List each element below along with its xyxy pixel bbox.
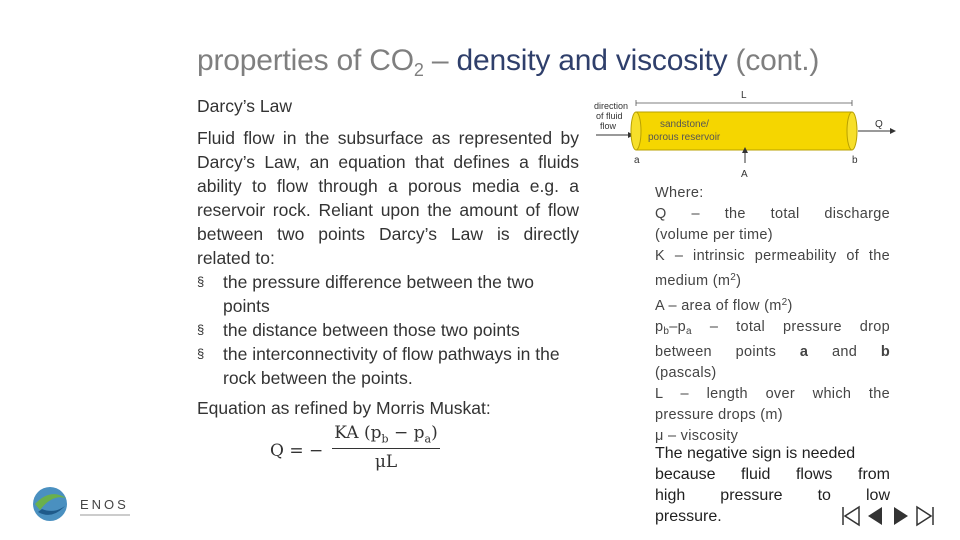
point-b-label: b [852,155,858,166]
where-heading: Where: [655,185,704,201]
slide-title [197,44,819,81]
note-line2: because fluid flows from [655,466,890,483]
point-a-label: a [634,155,640,166]
flow-arrowhead [890,128,896,134]
a-prefix: A – area of flow (m [655,298,782,314]
def-l-line1: L – length over which the [655,386,890,402]
def-k-line2 [655,267,890,292]
reservoir-end-right [847,112,857,150]
p-sub-b: b [663,326,670,337]
slide-navigation [840,505,940,527]
num-sub-a: a [424,432,432,446]
k-sup: 2 [730,272,737,283]
darcy-heading: Darcy’s Law [197,96,292,116]
def-p-line1 [655,317,890,342]
area-label: A [741,169,748,180]
darcy-paragraph: Fluid flow in the subsurface as represented by Darcy’s Law, an equation that defines a fluids ability to flow through a porous media e.g. a reservoir rock. Reliant upon the amount of flow between two points Darcy’s Law is directly related to: [197,128,579,268]
def-p-line3: (pascals) [655,365,717,381]
title-part2: (cont.) [727,44,820,77]
p2-b: b [880,344,890,360]
def-mu-line: μ – viscosity [655,428,739,444]
title-subscript: 2 [413,60,424,80]
first-slide-icon[interactable] [843,507,859,525]
def-q-line1: Q – the total discharge [655,206,890,222]
def-q-line2: (volume per time) [655,227,773,243]
title-highlight: density and viscosity [456,44,728,77]
bullet-list [197,270,579,390]
def-k-line1: K – intrinsic permeability of the [655,248,890,264]
title-part1: properties of CO [197,44,414,77]
p-p: p [655,319,664,335]
p-rest: – total pressure drop [691,319,890,335]
flow-label: Q [875,119,883,130]
p2-and: and [808,344,881,360]
list-item [197,342,579,390]
last-slide-icon[interactable] [917,507,933,525]
a-sup: 2 [781,297,788,308]
p-mid: –p [669,319,686,335]
num-prefix: KA (p [334,423,382,443]
list-item [197,270,579,318]
bullet-text: the interconnectivity of flow pathways in the rock between the points. [223,344,560,388]
num-sub-b: b [381,432,389,446]
equation-label: Equation as refined by Morris Muskat: [197,398,491,418]
def-p-line2 [655,342,890,363]
equation-lhs: Q = − [270,441,324,461]
equation-denominator: μL [374,452,398,473]
reservoir-end-left [631,112,641,150]
num-mid: − p [388,423,425,443]
logo-text: ENOS [80,497,129,512]
note-line1: The negative sign is needed [655,445,856,462]
reservoir-diagram [590,85,910,185]
p2-prefix: between points [655,344,800,360]
previous-slide-icon[interactable] [868,507,882,525]
bullet-icon: § [197,346,205,361]
bullet-text: the distance between those two points [223,320,520,340]
def-a-line [655,292,890,317]
length-label: L [741,90,747,101]
bullet-icon: § [197,322,205,337]
bullet-text: the pressure difference between the two points [223,272,534,316]
equation-fraction [332,423,440,472]
list-item [197,318,579,342]
title-dash: – [423,44,457,77]
k-suffix: ) [736,273,742,289]
left-content [197,94,579,420]
note-line4: pressure. [655,508,722,525]
reservoir-body [636,112,852,150]
num-suffix: ) [431,423,438,443]
note-line3: high pressure to low [655,487,890,504]
a-suffix: ) [787,298,793,314]
reservoir-label-1: sandstone/ [660,119,709,130]
direction-label-1: direction [594,101,629,111]
direction-label-2: of fluid [596,111,623,121]
direction-label-3: flow [600,121,617,131]
bullet-icon: § [197,274,205,289]
p2-a: a [799,344,809,360]
k-prefix: medium (m [655,273,731,289]
reservoir-label-2: porous reservoir [648,132,721,143]
def-l-line2: pressure drops (m) [655,407,783,423]
p-sub-a: a [685,326,692,337]
next-slide-icon[interactable] [894,507,908,525]
enos-logo [30,484,140,524]
definitions [655,183,890,447]
equation-numerator [332,423,440,449]
